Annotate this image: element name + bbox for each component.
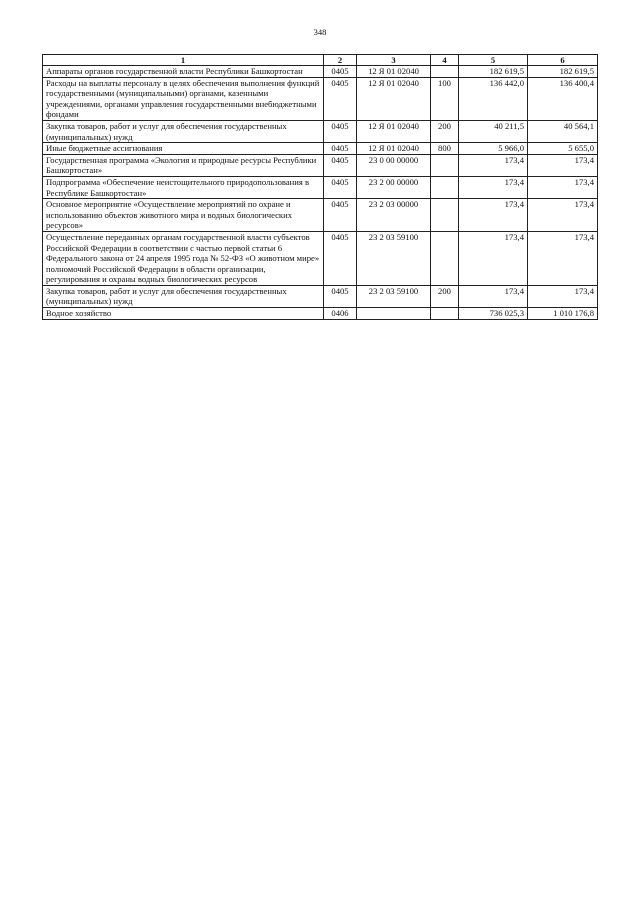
row-section: 0405 [324, 120, 357, 142]
row-value-5: 5 966,0 [459, 143, 528, 155]
row-value-6: 173,4 [528, 154, 598, 176]
row-expense-type [431, 199, 459, 232]
column-header-2: 2 [324, 55, 357, 66]
row-section: 0405 [324, 77, 357, 120]
row-value-5: 173,4 [459, 199, 528, 232]
row-value-5: 173,4 [459, 231, 528, 285]
row-code: 12 Я 01 02040 [357, 77, 431, 120]
column-header-5: 5 [459, 55, 528, 66]
row-section: 0405 [324, 285, 357, 307]
row-value-6: 173,4 [528, 176, 598, 198]
column-header-1: 1 [43, 55, 324, 66]
row-value-6: 40 564,1 [528, 120, 598, 142]
row-value-6: 1 010 176,8 [528, 308, 598, 320]
table-row [43, 77, 598, 120]
row-expense-type [431, 231, 459, 285]
row-expense-type [431, 308, 459, 320]
row-name: Государственная программа «Экология и природные ресурсы Республики Башкортостан» [43, 154, 324, 176]
table-row [43, 231, 598, 285]
row-name: Закупка товаров, работ и услуг для обеспечения государственных (муниципальных) нужд [43, 120, 324, 142]
row-expense-type: 200 [431, 120, 459, 142]
row-expense-type [431, 176, 459, 198]
row-section: 0406 [324, 308, 357, 320]
row-value-6: 5 655,0 [528, 143, 598, 155]
row-expense-type: 100 [431, 77, 459, 120]
budget-table [42, 54, 598, 320]
table-row [43, 199, 598, 232]
row-code: 23 2 03 59100 [357, 285, 431, 307]
table-header-row [43, 55, 598, 66]
column-header-4: 4 [431, 55, 459, 66]
row-value-5: 173,4 [459, 285, 528, 307]
row-code: 23 0 00 00000 [357, 154, 431, 176]
row-value-6: 173,4 [528, 231, 598, 285]
row-name: Осуществление переданных органам государственной власти субъектов Российской Федерации в соответствии с частью первой статьи 6 Федерального закона от 24 апреля 1995 года № 52-ФЗ «О животном мире» полномочий Российской Федерации в области организации, регулирования и охраны водных биологических ресурсов [43, 231, 324, 285]
row-code: 23 2 03 59100 [357, 231, 431, 285]
row-name: Иные бюджетные ассигнования [43, 143, 324, 155]
table-row [43, 66, 598, 78]
row-value-5: 136 442,0 [459, 77, 528, 120]
table-row [43, 285, 598, 307]
row-value-6: 136 400,4 [528, 77, 598, 120]
row-code: 12 Я 01 02040 [357, 120, 431, 142]
row-code: 23 2 03 00000 [357, 199, 431, 232]
row-name: Расходы на выплаты персоналу в целях обеспечения выполнения функций государственными (муниципальными) органами, казенными учреждениями, органами управления государственными внебюджетными фондами [43, 77, 324, 120]
row-section: 0405 [324, 143, 357, 155]
row-code: 23 2 00 00000 [357, 176, 431, 198]
row-value-5: 173,4 [459, 154, 528, 176]
row-name: Водное хозяйство [43, 308, 324, 320]
row-expense-type: 800 [431, 143, 459, 155]
page-number: 348 [313, 27, 327, 37]
row-value-5: 40 211,5 [459, 120, 528, 142]
table-row [43, 154, 598, 176]
row-value-6: 182 619,5 [528, 66, 598, 78]
column-header-6: 6 [528, 55, 598, 66]
row-section: 0405 [324, 154, 357, 176]
row-name: Основное мероприятие «Осуществление мероприятий по охране и использованию объектов животного мира и водных биологических ресурсов» [43, 199, 324, 232]
row-expense-type [431, 66, 459, 78]
row-section: 0405 [324, 231, 357, 285]
table-row [43, 120, 598, 142]
row-section: 0405 [324, 199, 357, 232]
row-value-5: 736 025,3 [459, 308, 528, 320]
column-header-3: 3 [357, 55, 431, 66]
row-value-5: 173,4 [459, 176, 528, 198]
row-code [357, 308, 431, 320]
row-expense-type [431, 154, 459, 176]
row-code: 12 Я 01 02040 [357, 66, 431, 78]
row-name: Закупка товаров, работ и услуг для обеспечения государственных (муниципальных) нужд [43, 285, 324, 307]
table-row [43, 176, 598, 198]
row-expense-type: 200 [431, 285, 459, 307]
row-name: Аппараты органов государственной власти Республики Башкортостан [43, 66, 324, 78]
row-value-6: 173,4 [528, 199, 598, 232]
row-value-6: 173,4 [528, 285, 598, 307]
row-name: Подпрограмма «Обеспечение неистощительного природопользования в Республике Башкортостан» [43, 176, 324, 198]
row-value-5: 182 619,5 [459, 66, 528, 78]
row-section: 0405 [324, 66, 357, 78]
row-section: 0405 [324, 176, 357, 198]
row-code: 12 Я 01 02040 [357, 143, 431, 155]
table-row [43, 143, 598, 155]
table-row [43, 308, 598, 320]
